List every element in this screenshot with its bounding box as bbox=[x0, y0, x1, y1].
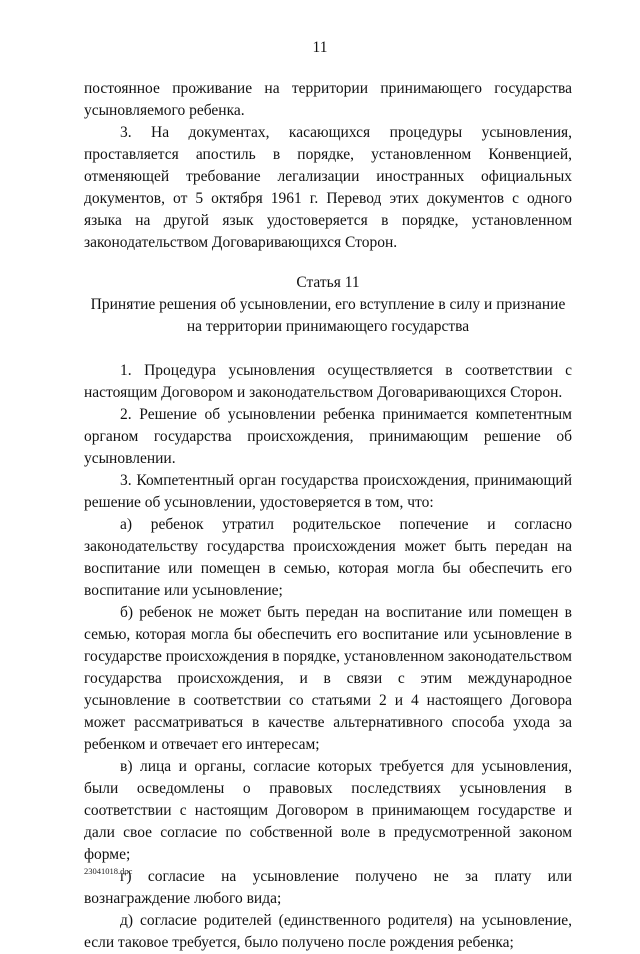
paragraph: постоянное проживание на территории принимающего государства усыновляемого ребенка. bbox=[84, 80, 572, 119]
article-heading: Принятие решения об усыновлении, его вступление в силу и признание на территории принимающего государства bbox=[90, 296, 566, 335]
paragraph: 1. Процедура усыновления осуществляется в соответствии с настоящим Договором и законодательством Договаривающихся Сторон. bbox=[84, 362, 572, 401]
paragraph: 3. На документах, касающихся процедуры усыновления, проставляется апостиль в порядке, установленном Конвенцией, отменяющей требование легализации иностранных официальных документов, от 5 октября 1961 г. Перевод этих документов с одного языка на другой язык удостоверяется в порядке, установленном законодательством Договаривающихся Сторон. bbox=[84, 124, 572, 251]
article-title: Статья 11 bbox=[296, 274, 360, 291]
paragraph: 2. Решение об усыновлении ребенка принимается компетентным органом государства происхождения, принимающим решение об усыновлении. bbox=[84, 406, 572, 467]
list-item: г) согласие на усыновление получено не за плату или вознаграждение любого вида; bbox=[84, 868, 572, 907]
list-item: д) согласие родителей (единственного родителя) на усыновление, если таковое требуется, было получено после рождения ребенка; bbox=[84, 912, 572, 951]
document-body bbox=[84, 78, 572, 954]
list-item: а) ребенок утратил родительское попечение и согласно законодательству государства происхождения может быть передан на воспитание или помещен в семью, которая могла бы обеспечить его воспитание или усыновление; bbox=[84, 516, 572, 599]
list-item: б) ребенок не может быть передан на воспитание или помещен в семью, которая могла бы обеспечить его воспитание или усыновление в государстве происхождения в порядке, установленном законодательством государства происхождения, и в связи с этим международное усыновление в соответствии со статьями 2 и 4 настоящего Договора может рассматриваться в качестве альтернативного способа ухода за ребенком и отвечает его интересам; bbox=[84, 604, 572, 753]
list-item: в) лица и органы, согласие которых требуется для усыновления, были осведомлены о правовых последствиях усыновления в соответствии с настоящим Договором в принимающем государстве и дали свое согласие по собственной воле в предусмотренной законом форме; bbox=[84, 758, 572, 863]
page-number: 11 bbox=[312, 39, 328, 56]
footer-filename: 23041018.doc bbox=[84, 866, 133, 876]
paragraph: 3. Компетентный орган государства происхождения, принимающий решение об усыновлении, удостоверяется в том, что: bbox=[84, 472, 572, 511]
